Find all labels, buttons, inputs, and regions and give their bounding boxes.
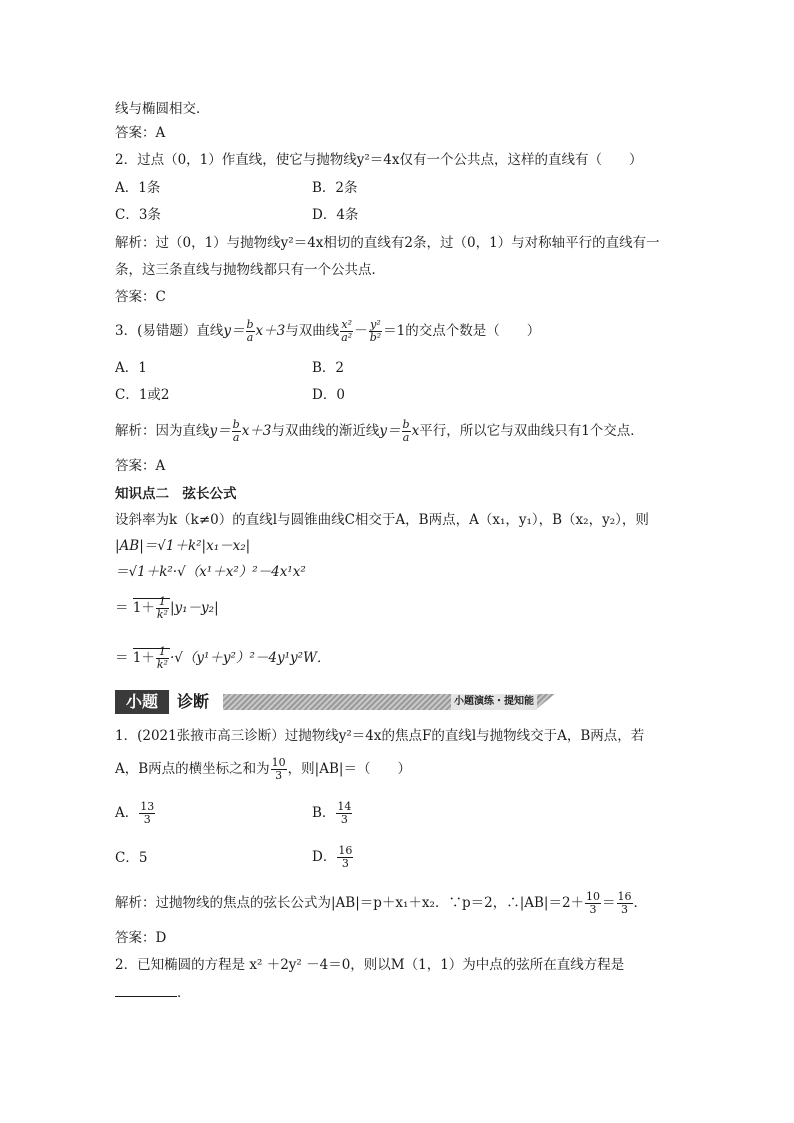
math-text: y＝: [223, 323, 245, 339]
numerator: b: [246, 318, 254, 331]
formula-line: ＝√1＋k²·√（x¹＋x²）²－4x¹x²: [115, 564, 306, 580]
denominator: b²: [369, 331, 382, 344]
denominator: 3: [589, 903, 597, 916]
math-text: |y₁－y₂|: [169, 600, 219, 616]
option-a: A．1条: [115, 180, 161, 196]
fraction: [337, 845, 353, 870]
math-text: y＝: [379, 423, 401, 439]
q3-text: 3．(易错题）直线: [115, 323, 224, 339]
fraction: [617, 891, 633, 916]
math-text: y＝: [209, 423, 231, 439]
answer-blank-line: [115, 984, 191, 1002]
math-text: －: [354, 323, 368, 339]
option-b: B．2条: [312, 180, 358, 196]
option-a: A．1: [115, 360, 147, 376]
option-b: B．2: [312, 360, 345, 376]
option-a: [115, 796, 156, 830]
numerator: 10: [586, 890, 601, 903]
numerator: b: [232, 418, 240, 431]
q3-text: ＝1的交点个数是（ ）: [383, 323, 541, 339]
question-3-stem: [115, 316, 540, 346]
banner-title: 诊断: [177, 692, 210, 711]
question-1-stem: [115, 752, 411, 786]
exp-text: 与双曲线的渐近线: [271, 423, 380, 439]
denominator: a: [246, 331, 254, 344]
question-2-stem: 2．过点（0，1）作直线，使它与抛物线y²＝4x仅有一个公共点，这样的直线有（ ）: [115, 152, 643, 168]
q2-text: ．: [177, 985, 191, 1001]
numerator: x²: [341, 318, 353, 331]
question-1-stem: 1．(2021张掖市高三诊断）过抛物线y²＝4x的焦点F的直线l与抛物线交于A，B两点，若: [115, 728, 645, 744]
explanation-line: [115, 416, 644, 446]
exp-text: 平行，所以它与双曲线只有1个交点．: [419, 423, 644, 439]
option-b: [312, 796, 353, 830]
math-text: 1＋: [132, 600, 155, 616]
math-text: ＝: [115, 650, 129, 666]
fraction: [139, 801, 155, 826]
knowledge-point-text: 设斜率为k（k≠0）的直线l与圆锥曲线C相交于A，B两点，A（x₁，y₁），B（x₂，y₂），则: [115, 512, 649, 528]
option-c: C．3条: [115, 207, 161, 223]
fraction: [156, 596, 169, 621]
q1-text: ，则|AB|＝（ ）: [287, 761, 411, 777]
option-label: A．: [115, 805, 139, 821]
exp-text: 解析：过抛物线的焦点的弦长公式为|AB|＝p＋x₁＋x₂．∵p＝2，∴|AB|＝2＋: [115, 895, 585, 911]
option-d: D．4条: [312, 207, 359, 223]
numerator: 1: [156, 646, 169, 659]
denominator: 3: [621, 903, 629, 916]
denominator: a²: [341, 331, 353, 344]
numerator: y²: [370, 318, 381, 331]
fraction: [585, 891, 601, 916]
exp-text: ＝: [602, 895, 616, 911]
numerator: b: [402, 418, 410, 431]
fraction: [369, 319, 382, 344]
text-line: 线与椭圆相交．: [115, 101, 210, 117]
option-c: C．1或2: [115, 387, 170, 403]
numerator: 10: [271, 756, 286, 769]
math-text: x: [411, 423, 420, 439]
q1-text: A，B两点的横坐标之和为: [115, 761, 270, 777]
numerator: 16: [617, 890, 632, 903]
denominator: k²: [156, 608, 168, 621]
denominator: 3: [275, 769, 283, 782]
answer-line: 答案：C: [115, 289, 166, 305]
question-2-stem: 2．已知椭圆的方程是 x² ＋2y² －4＝0，则以M（1，1）为中点的弦所在直线方程是: [115, 957, 625, 973]
math-text: x＋3: [255, 323, 286, 339]
math-text: 1＋: [132, 650, 155, 666]
denominator: 3: [340, 813, 348, 826]
denominator: 3: [341, 857, 349, 870]
banner-subtitle: 小题演练・提知能: [451, 694, 537, 710]
numerator: 13: [140, 800, 155, 813]
option-d: [312, 840, 354, 874]
knowledge-point-heading: 知识点二 弦长公式: [115, 486, 237, 502]
explanation-line: 解析：过（0，1）与抛物线y²＝4x相切的直线有2条，过（0，1）与对称轴平行的直线有一: [115, 235, 660, 251]
denominator: a: [402, 431, 410, 444]
sqrt-expression: [132, 645, 170, 671]
math-text: ·√（y¹＋y²）²－4y¹y²W．: [169, 650, 331, 666]
answer-line: 答案：D: [115, 930, 167, 946]
formula-line: [115, 592, 219, 624]
denominator: 3: [143, 813, 151, 826]
fraction: [336, 801, 352, 826]
q3-text: 与双曲线: [285, 323, 340, 339]
option-label: B．: [312, 805, 336, 821]
fraction: [271, 757, 287, 782]
exp-text: ．: [633, 895, 648, 911]
option-d: D．0: [312, 387, 345, 403]
banner-tag: 小题: [115, 690, 169, 714]
explanation-line: [115, 886, 647, 920]
denominator: k²: [156, 658, 168, 671]
formula-line: |AB|＝√1＋k²|x₁－x₂|: [115, 538, 251, 554]
numerator: 1: [156, 596, 169, 609]
math-text: ＝: [115, 600, 129, 616]
formula-line: [115, 642, 330, 674]
numerator: 16: [338, 844, 353, 857]
section-banner: [115, 690, 555, 714]
denominator: a: [232, 431, 240, 444]
option-label: D．: [312, 849, 337, 865]
answer-blank[interactable]: [115, 984, 177, 997]
fraction: [340, 319, 353, 344]
answer-line: 答案：A: [115, 458, 166, 474]
sqrt-expression: [132, 595, 170, 621]
numerator: 14: [337, 800, 352, 813]
exp-text: 解析：因为直线: [115, 423, 210, 439]
answer-line: 答案：A: [115, 125, 166, 141]
fraction: [232, 419, 241, 444]
math-text: x＋3: [241, 423, 272, 439]
option-c: C．5: [115, 850, 148, 866]
fraction: [246, 319, 255, 344]
fraction: [402, 419, 411, 444]
fraction: [156, 646, 169, 671]
explanation-line: 条，这三条直线与抛物线都只有一个公共点．: [115, 262, 385, 278]
